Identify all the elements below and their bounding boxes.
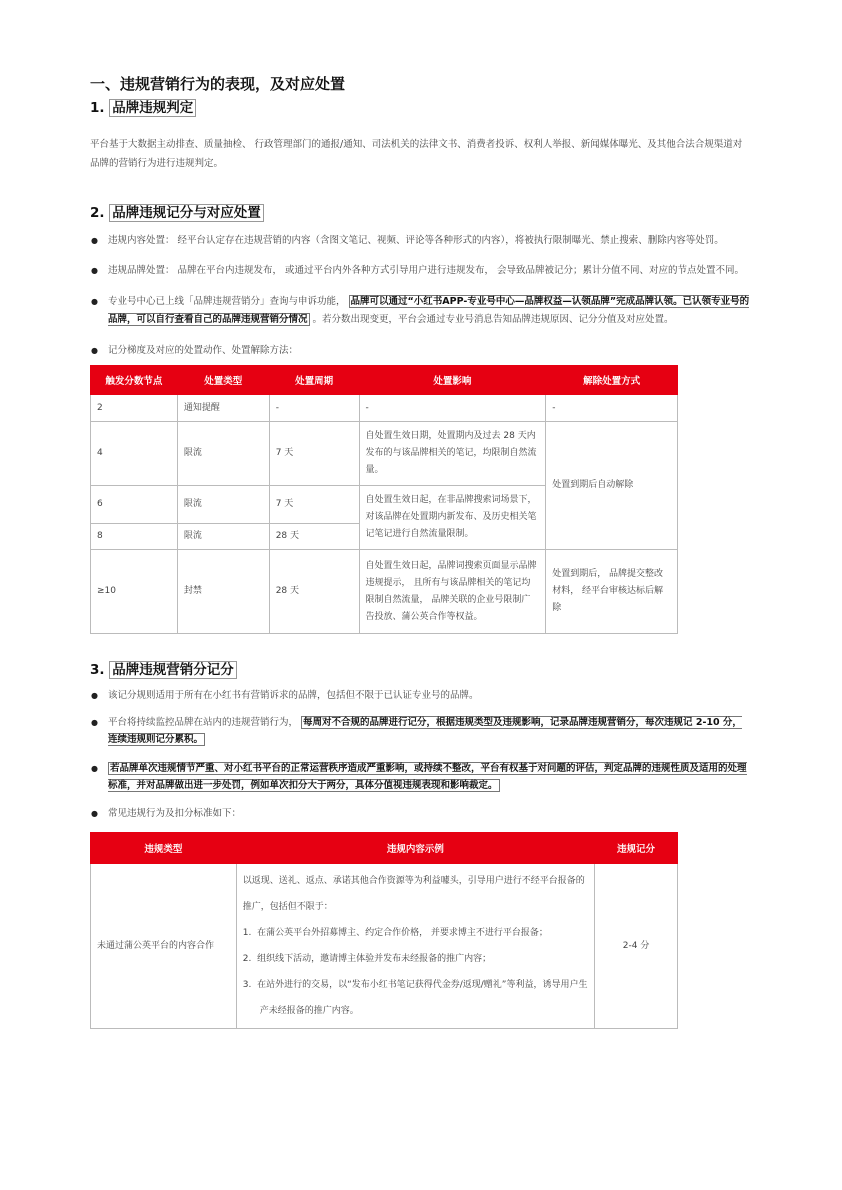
column-header: 违规记分 [595,833,678,864]
subsection-3-title: 3. 品牌违规营销分记分 [90,660,750,680]
table-cell: 2-4 分 [595,864,678,1029]
table-row [91,550,678,634]
list-item: ● 违规品牌处置： 品牌在平台内违规发布， 或通过平台内外各种方式引导用户进行违规发布， 会导致品牌被记分；累计分值不同、对应的节点处置不同。 [90,263,750,279]
list-item: ● 记分梯度及对应的处置动作、处置解除方法： [90,343,750,359]
highlight-text: 若品牌单次违规情节严重、对小红书平台的正常运营秩序造成严重影响，或持续不整改，平台有权基于对问题的评估，判定品牌的违规性质及适用的处理标准，并对品牌做出进一步处罚，例如单次扣分大于两分，具体分值视违规表现和影响裁定。 [108,763,747,791]
table-cell: 6 [91,486,178,524]
table-cell: 处置到期后， 品牌提交整改材料， 经平台审核达标后解除 [546,550,678,634]
table-cell: 28 天 [269,550,359,634]
table-cell: 未通过蒲公英平台的内容合作 [91,864,237,1029]
document-page [90,74,750,1029]
table-cell: - [269,395,359,422]
subsection-1-paragraph: 平台基于大数据主动排查、质量抽检、 行政管理部门的通报/通知、司法机关的法律文书、消费者投诉、权利人举报、新闻媒体曝光、及其他合法合规渠道对品牌的营销行为进行违规判定。 [90,139,743,169]
table-cell: 处置到期后自动解除 [546,422,678,550]
subsection-2-title: 2. 品牌违规记分与对应处置 [90,203,750,223]
column-header: 违规内容示例 [236,833,594,864]
table-cell: 限流 [177,486,269,524]
column-header: 触发分数节点 [91,366,178,395]
highlight-text: 品牌可以通过“小红书APP-专业号中心—品牌权益—认领品牌”完成品牌认领。已认领专业号的品牌，可以自行查看自己的品牌违规营销分情况 [108,296,750,325]
table-row [91,864,678,1029]
table-cell: 限流 [177,524,269,550]
table-cell [236,864,594,1029]
table-cell: 自处置生效日起，在非品牌搜索词场景下，对该品牌在处置期内新发布、及历史相关笔记笔记进行自然流量限制。 [359,486,546,550]
subsection-3-list [90,688,750,822]
column-header: 处置影响 [359,366,546,395]
table-cell: 封禁 [177,550,269,634]
table-cell: 通知提醒 [177,395,269,422]
table-cell: 8 [91,524,178,550]
list-item: ● 平台将持续监控品牌在站内的违规营销行为， 每周对不合规的品牌进行记分，根据违规类型及违规影响，记录品牌违规营销分，每次违规记 2-10 分，连续违规则记分累积。 [90,714,750,748]
table-header-row [91,366,678,395]
table-cell: ≥10 [91,550,178,634]
table-cell: - [359,395,546,422]
table-cell: 2 [91,395,178,422]
subsection-3-label: 品牌违规营销分记分 [109,661,237,679]
table-cell: - [546,395,678,422]
table-header-row [91,833,678,864]
column-header: 违规类型 [91,833,237,864]
table-cell: 7 天 [269,486,359,524]
section-title: 一、违规营销行为的表现，及对应处置 [90,75,346,93]
penalty-table [90,365,678,634]
list-item: 2. 组织线下活动，邀请博主体验并发布未经报备的推广内容； [242,954,492,964]
highlight-text: 每周对不合规的品牌进行记分，根据违规类型及违规影响，记录品牌违规营销分，每次违规记 2-10 分，连续违规则记分累积。 [108,717,742,745]
subsection-1-label: 品牌违规判定 [109,99,196,117]
subsection-2-label: 品牌违规记分与对应处置 [109,204,264,222]
list-item: ● 专业号中心已上线「品牌违规营销分」查询与申诉功能， 品牌可以通过“小红书APP-专业号中心—品牌权益—认领品牌”完成品牌认领。已认领专业号的品牌，可以自行查看自己的品牌违规营销分情况 。若分数出现变更，平台会通过专业号消息告知品牌违规原因、记分分值及对应处置。 [90,293,750,329]
table-cell: 7 天 [269,422,359,486]
list-item: ● 违规内容处置： 经平台认定存在违规营销的内容（含图文笔记、视频、评论等各种形式的内容），将被执行限制曝光、禁止搜索、删除内容等处罚。 [90,233,750,249]
table-cell: 28 天 [269,524,359,550]
table-cell: 自处置生效日起，品牌词搜索页面显示品牌违规提示， 且所有与该品牌相关的笔记均限制自然流量， 品牌关联的企业号限制广告投放、蒲公英合作等权益。 [359,550,546,634]
violation-table [90,832,678,1029]
example-list [243,920,588,1024]
table-cell: 限流 [177,422,269,486]
list-item: ● 该记分规则适用于所有在小红书有营销诉求的品牌，包括但不限于已认证专业号的品牌。 [90,688,750,704]
table-row [91,422,678,486]
subsection-2-list [90,233,750,359]
example-intro: 以返现、送礼、返点、承诺其他合作资源等为利益噱头，引导用户进行不经平台报备的推广，包括但不限于： [242,876,585,912]
subsection-1-title: 1. 品牌违规判定 [90,98,750,118]
list-item [90,760,750,794]
table-cell: 自处置生效日期，处置期内及过去 28 天内发布的与该品牌相关的笔记，均限制自然流量。 [359,422,546,486]
list-item: 3. 在站外进行的交易，以“发布小红书笔记获得代金券/返现/赠礼”等利益，诱导用户生产未经报备的推广内容。 [242,980,588,1016]
list-item: 1. 在蒲公英平台外招募博主、约定合作价格， 并要求博主不进行平台报备； [242,928,548,938]
list-item: ● 常见违规行为及扣分标准如下： [90,806,750,822]
column-header: 解除处置方式 [546,366,678,395]
table-row [91,395,678,422]
table-cell: 4 [91,422,178,486]
column-header: 处置周期 [269,366,359,395]
column-header: 处置类型 [177,366,269,395]
